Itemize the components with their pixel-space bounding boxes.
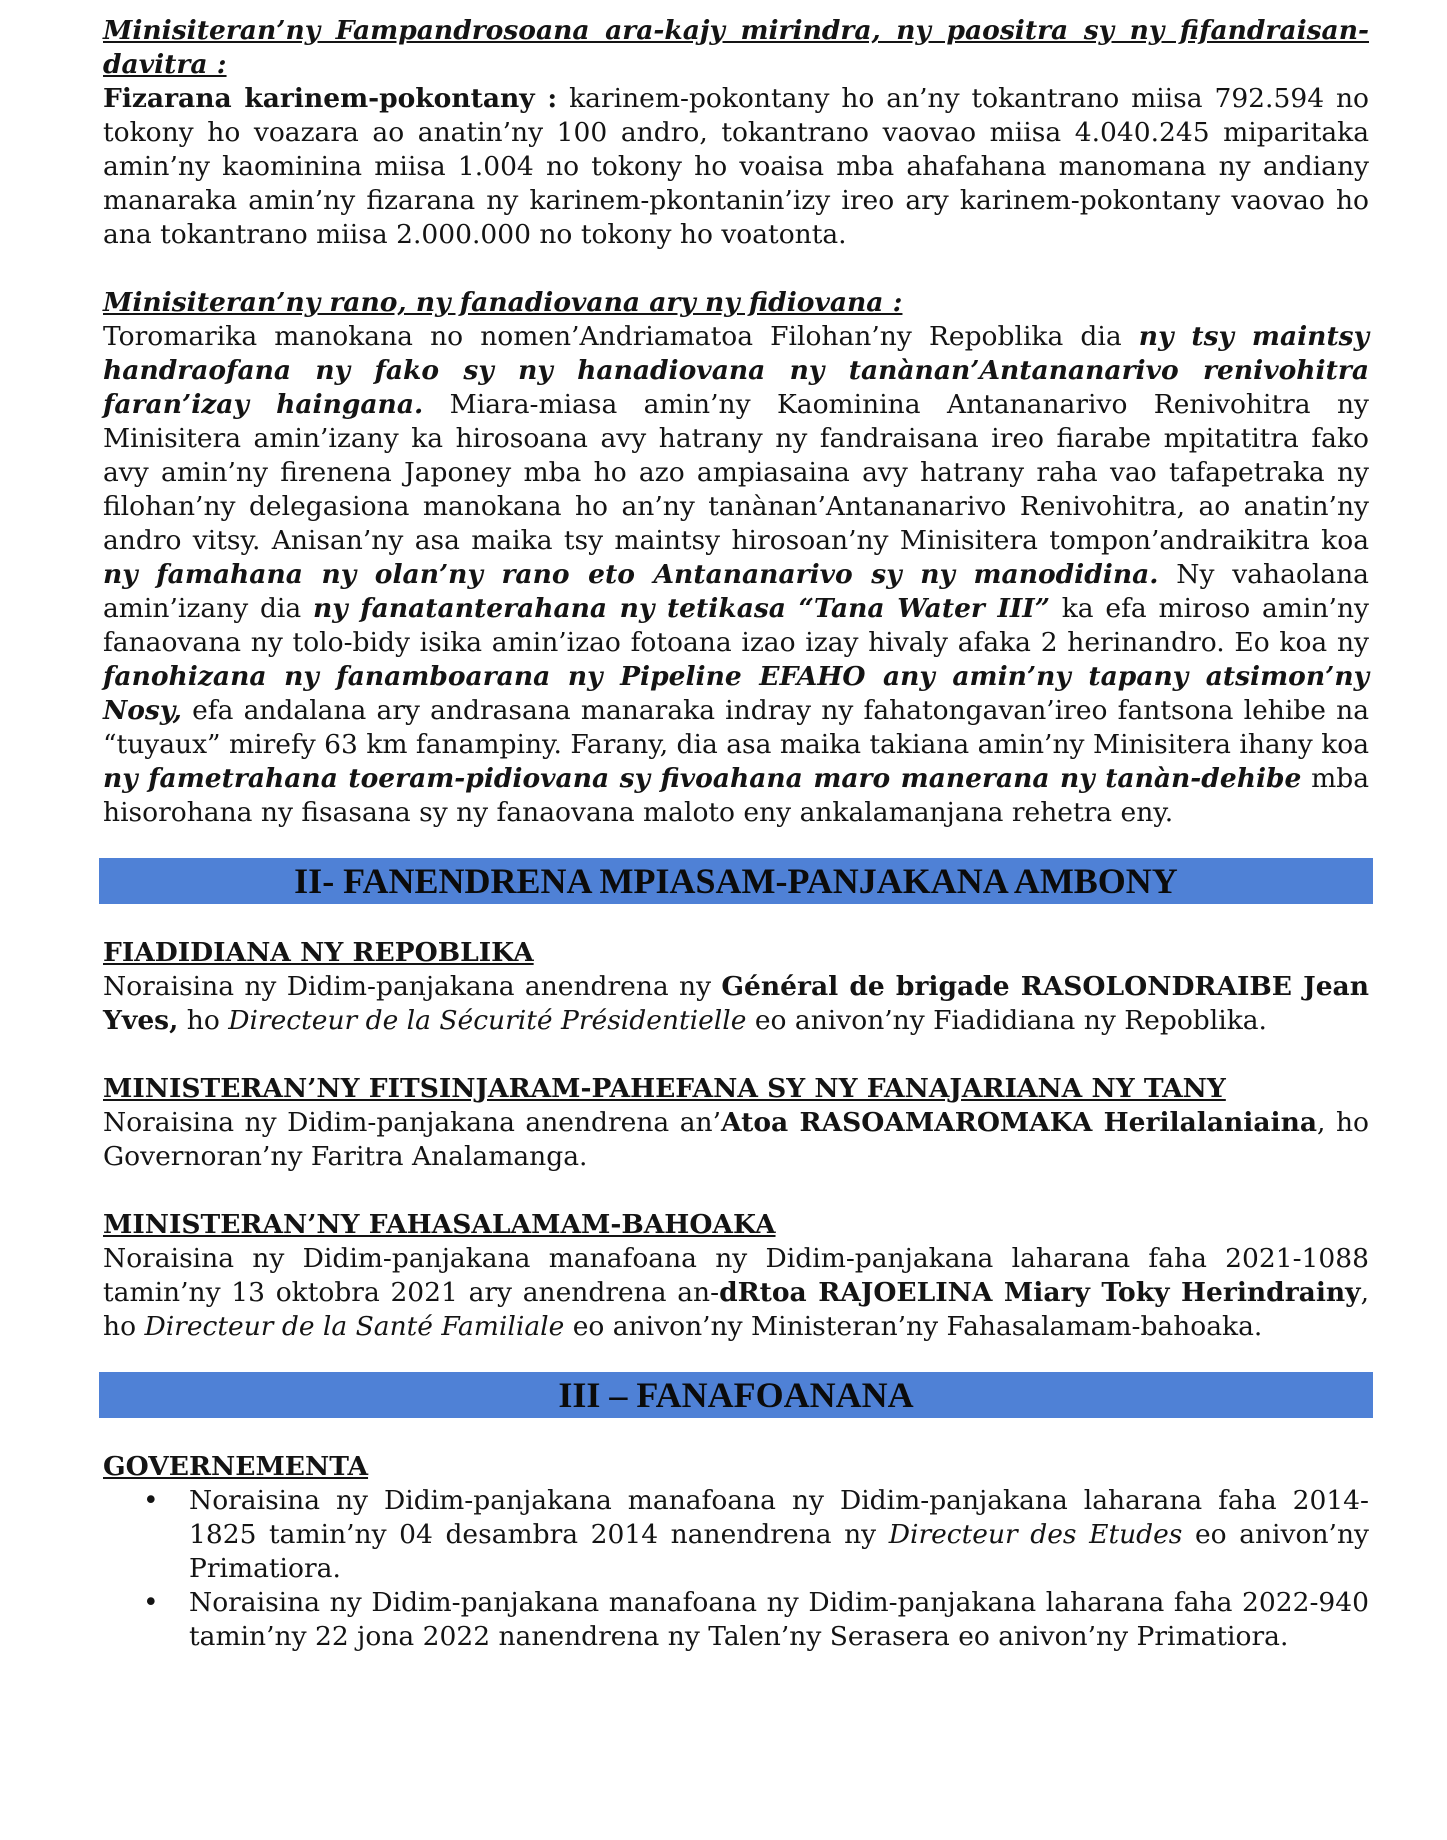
text-run: mba hisorohana ny fisasana sy ny fanaovana maloto eny ankalamanjana rehetra eny. [103, 763, 1369, 828]
section-heading: Minisiteran’ny Fampandrosoana ara-kajy mirindra, ny paositra sy ny fifandraisan-davitra : [103, 15, 1369, 80]
section-heading: MINISTERAN’NY FITSINJARAM-PAHEFANA SY NY FANAJARIANA NY TANY [103, 1073, 1226, 1104]
paragraph [103, 320, 1369, 830]
text-run: , ho Governoran’ny Faritra Analamanga. [103, 1107, 1370, 1172]
text-run: Miara-miasa amin’ny Kaominina Antananarivo Renivohitra ny Minisitera amin’izany ka hirosoana avy hatrany ny fandraisana ireo fiarabe mpitatitra fako avy amin’ny firenena Japoney mba ho azo ampiasaina avy hatrany raha vao tafapetraka ny filohan’ny delegasiona manokana ho an’ny tanànan’Antananarivo Renivohitra, ao anatin’ny andro vitsy. Anisan’ny asa maika tsy maintsy hirosoan’ny Minisitera tompon’andraikitra koa [103, 389, 1369, 556]
paragraph [103, 82, 1369, 252]
section-banner: III – FANAFOANANA [99, 1372, 1373, 1418]
text-run: ho [178, 1005, 229, 1036]
text-run: Noraisina ny Didim-panjakana manafoana ny Didim-panjakana laharana faha 2021-1088 tamin’ny 13 oktobra 2021 ary anendrena an- [103, 1243, 1369, 1308]
paragraph-text: karinem-pokontany ho an’ny tokantrano miisa 792.594 no tokony ho voazara ao anatin’ny 100 andro, tokantrano vaovao miisa 4.040.245 miparitaka amin’ny kaominina miisa 1.004 no tokony ho voaisa mba ahafahana manomana ny andiany manaraka amin’ny fizarana ny karinem-pkontanin’izy ireo ary karinem-pokontany vaovao ho ana tokantrano miisa 2.000.000 no tokony ho voatonta. [103, 83, 1369, 250]
text-run: Noraisina ny Didim-panjakana anendrena an’ [103, 1107, 722, 1138]
lead-text: Fizarana karinem-pokontany : [103, 83, 558, 114]
bullet-list [103, 1484, 1369, 1654]
section-heading: Minisiteran’ny rano, ny fanadiovana ary ny fidiovana : [103, 287, 903, 318]
emphasis: fanohizana ny fanamboarana ny Pipeline EFAHO any amin’ny tapany atsimon’ny Nosy, [103, 661, 1369, 726]
job-title: Directeur des Etudes [888, 1519, 1183, 1550]
emphasis: ny fanatanterahana ny tetikasa “Tana Water III” [313, 593, 1050, 624]
text-run: Ny vahaolana amin’izany dia [103, 559, 1369, 624]
text-run: Noraisina ny Didim-panjakana anendrena ny [103, 971, 722, 1002]
section-banner: II- FANENDRENA MPIASAM-PANJAKANA AMBONY [99, 858, 1373, 904]
section-heading: MINISTERAN’NY FAHASALAMAM-BAHOAKA [103, 1209, 776, 1240]
text-run: eo anivon’ny Fiadidiana ny Repoblika. [746, 1005, 1267, 1036]
emphasis: ny fametrahana toeram-pidiovana sy fivoahana maro manerana ny tanàn-dehibe [103, 763, 1302, 794]
paragraph [103, 1106, 1369, 1174]
person-name: dRtoa RAJOELINA Miary Toky Herindrainy [719, 1277, 1361, 1308]
job-title: Directeur de la Santé Familiale [144, 1311, 565, 1342]
text-run: efa andalana ary andrasana manaraka indray ny fahatongavan’ireo fantsona lehibe na “tuyaux” mirefy 63 km fanampiny. Farany, dia asa maika takiana amin’ny Minisitera ihany koa [103, 695, 1370, 760]
paragraph [103, 1242, 1369, 1344]
text-run: ka efa miroso amin’ny fanaovana ny tolo-bidy isika amin’izao fotoana izao izay hivaly afaka 2 herinandro. Eo koa ny [103, 593, 1369, 658]
paragraph [103, 970, 1369, 1038]
section-heading: GOVERNEMENTA [103, 1451, 369, 1482]
text-run: Toromarika manokana no nomen’Andriamatoa Filohan’ny Repoblika dia [103, 321, 1139, 352]
emphasis: ny famahana ny olan’ny rano eto Antananarivo sy ny manodidina. [103, 559, 1159, 590]
list-item [189, 1484, 1369, 1586]
emphasis: ny tsy maintsy handraofana ny fako sy ny hanadiovana ny tanànan’Antananarivo renivohitra faran’izay haingana. [103, 321, 1370, 420]
person-name: Atoa RASOAMAROMAKA Herilalaniaina [721, 1107, 1318, 1138]
list-item: • Noraisina ny Didim-panjakana manafoana ny Didim-panjakana laharana faha 2022-940 tamin’ny 22 jona 2022 nanendrena ny Talen’ny Serasera eo anivon’ny Primatiora. [189, 1586, 1369, 1654]
document-page [103, 14, 1369, 1654]
text-run: Noraisina ny Didim-panjakana manafoana ny Didim-panjakana laharana faha 2014-1825 tamin’ny 04 desambra 2014 nanendrena ny [189, 1485, 1369, 1550]
text-run: eo anivon’ny Primatiora. [189, 1519, 1369, 1584]
text-run: eo anivon’ny Ministeran’ny Fahasalamam-bahoaka. [564, 1311, 1263, 1342]
person-name: Général de brigade RASOLONDRAIBE Jean Yves, [103, 971, 1369, 1036]
text-run: , ho [103, 1277, 1370, 1342]
section-heading: FIADIDIANA NY REPOBLIKA [103, 937, 534, 968]
job-title: Directeur de la Sécurité Présidentielle [228, 1005, 747, 1036]
